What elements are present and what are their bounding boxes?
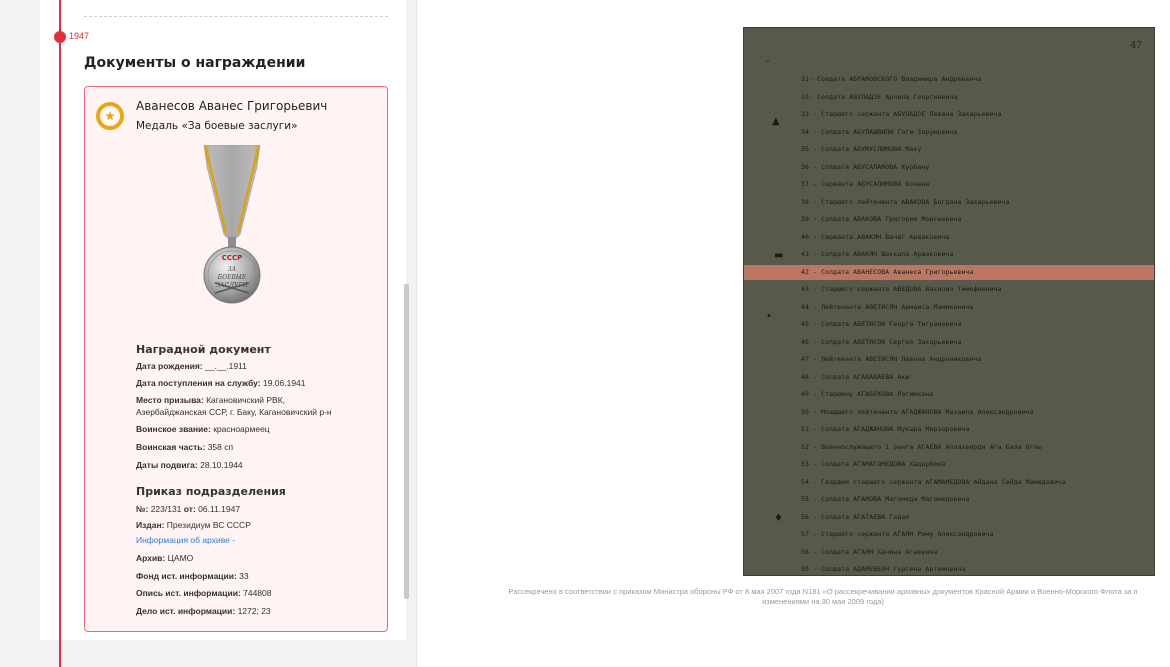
document-row: 33 - Старшего сержанта АБУЛАДЗЕ Левана Захарьевича (801, 110, 1002, 118)
medal-name: Медаль «За боевые заслуги» (136, 120, 298, 132)
document-row: 51 - Солдата АГАДЖАНОВА Мукара Мирзоровича (801, 425, 970, 433)
document-mark: - (766, 56, 770, 67)
document-row: 41 - Солдата АВАКЯН Шахкала Аршаковича (801, 250, 954, 258)
panel-divider (416, 0, 417, 667)
document-row: 56 - Солдата АГАТАЕВА Гадая (801, 512, 910, 521)
archive-name: Архив: ЦАМО (136, 553, 194, 563)
archive-document-scan[interactable] (743, 27, 1155, 576)
birth-date: Дата рождения: __.__.1911 (136, 361, 247, 371)
order-title: Приказ подразделения (136, 485, 286, 498)
document-page-number: 47 (1130, 41, 1142, 51)
timeline-line (59, 0, 61, 667)
document-row: 58 - Солдата АГАЯН Хачина Агаевича (801, 547, 938, 556)
document-row-highlighted: 42 - Солдата АВАНЕСОВА Аванеса Григорьевича (744, 265, 1154, 280)
fond-number: Фонд ист. информации: 33 (136, 571, 249, 581)
document-row: 52 - Военнослужащего 1 ранга АГАЕВА Аллахверди Ага Бала Оглы (801, 442, 1042, 451)
document-row: 50 - Младшего лейтенанта АГАДЖАНОВА Михаила Александровича (801, 407, 1034, 416)
military-rank: Воинское звание: красноармеец (136, 424, 270, 434)
military-unit: Воинская часть: 358 сп (136, 442, 234, 452)
document-row: 57 - Старшего сержанта АГАЯН Рому Александровича (801, 530, 994, 538)
person-name[interactable]: Аванесов Аванес Григорьевич (136, 99, 328, 113)
document-row: 34 - Солдата АБУЛАШВИЛИ Гоги Зарумовича (801, 127, 958, 136)
document-row: 31- Солдата АБРАМОВСКОГО Владимира Андреевича (801, 75, 982, 83)
award-medal-icon (95, 101, 125, 131)
medal-text-ussr: СССР (221, 254, 243, 262)
document-mark: ▲ (772, 116, 780, 127)
document-row: 54 - Гвардии старшего сержанта АГАМАМЕДОВА Айдана Сейда Мамедовича (801, 477, 1066, 486)
award-document-title: Наградной документ (136, 343, 271, 356)
archive-info-link[interactable]: Информация об архиве - (136, 535, 236, 545)
previous-card-edge (84, 16, 388, 17)
delo-number: Дело ист. информации: 1272; 23 (136, 606, 271, 616)
award-card[interactable] (84, 86, 388, 632)
document-row: 35 - Солдата АБУМУСЛИМОВА Маху (801, 145, 922, 153)
opis-number: Опись ист. информации: 744808 (136, 588, 272, 598)
draft-place-line2: Азербайджанская ССР, г. Баку, Кагановичский р-н (136, 407, 332, 417)
timeline-dot (54, 31, 66, 43)
document-row: 59 - Солдата АДАМЕВЕАН Гургена Артемовича (801, 565, 966, 573)
document-row: 55 - Солдата АГАМОВА Магомеда Магомедовича (801, 495, 970, 503)
feat-dates: Даты подвига: 28.10.1944 (136, 460, 243, 470)
medal-text-line2: БОЕВЫЕ (217, 274, 247, 281)
medal-text-line1: ЗА (227, 266, 237, 273)
document-mark: ▬ (774, 250, 784, 261)
document-row: 48 - Солдата АГАБАБАЕВА Аки (801, 372, 910, 381)
medal-text-line3: ЗАСЛУГИ (216, 282, 248, 289)
document-row: 46 - Солдата АВЕТИСОВ Сергея Захарьевича (801, 337, 962, 346)
document-mark: • (766, 311, 772, 322)
document-row: 45 - Солдата АВЕТИСОВ Георга Тиграновича (801, 320, 962, 328)
document-row: 49 - Старшину АГАБЕКОВА Рагимхана (801, 390, 934, 398)
document-row: 53 - Солдата АГАМАГОМЕДОВА Хадирбека (801, 460, 946, 468)
section-title: Документы о награждении (84, 55, 306, 71)
document-mark: ♦ (774, 513, 783, 524)
left-panel-scrollbar[interactable] (404, 284, 409, 599)
timeline-year: 1947 (69, 31, 90, 41)
document-row: 32- Солдата АБУЛАДЗЕ Арчила Георгиевича (801, 92, 958, 101)
document-row: 44 - Лейтенанта АВЕТИСЯН Армаиса Мамиконича (801, 302, 974, 311)
draft-place: Место призыва: Кагановичский РВК, (136, 395, 286, 405)
order-number: №: 223/131 от: 06.11.1947 (136, 504, 241, 514)
declassification-caption: Рассекречено в соответствии с приказом Министра обороны РФ от 8 мая 2007 года N181 «О рассекречивании архивных документов Красной Армии и Военно-Морского Флота за п изменениями на 30 мая 2009 года) (508, 587, 1138, 606)
medal-image (182, 145, 282, 315)
document-row: 38 - Старшего лейтенанта АВАКОВА Богдана Захарьевича (801, 197, 1010, 206)
document-row: 47 - Лейтенанта АВЕТИСЯН Левона Андрониковича (801, 355, 982, 363)
document-row: 37 - Сержанта АБУСАЛИМОВА Османа (801, 180, 930, 188)
order-issuer: Издан: Президиум ВС СССР (136, 520, 251, 530)
document-row: 43 - Старшего сержанта АВЕДОВА Василия Тимофеевича (801, 285, 1002, 293)
service-start-date: Дата поступления на службу: 19.06.1941 (136, 378, 306, 388)
document-row: 39 - Солдата АВАКОВА Григория Моисеевича (801, 215, 962, 223)
document-row: 40 - Сержанта АВАКЯН Вачаг Аршаковича (801, 232, 950, 241)
document-row: 36 - Солдата АБУСАЛАМОВА Курбану (801, 162, 930, 171)
